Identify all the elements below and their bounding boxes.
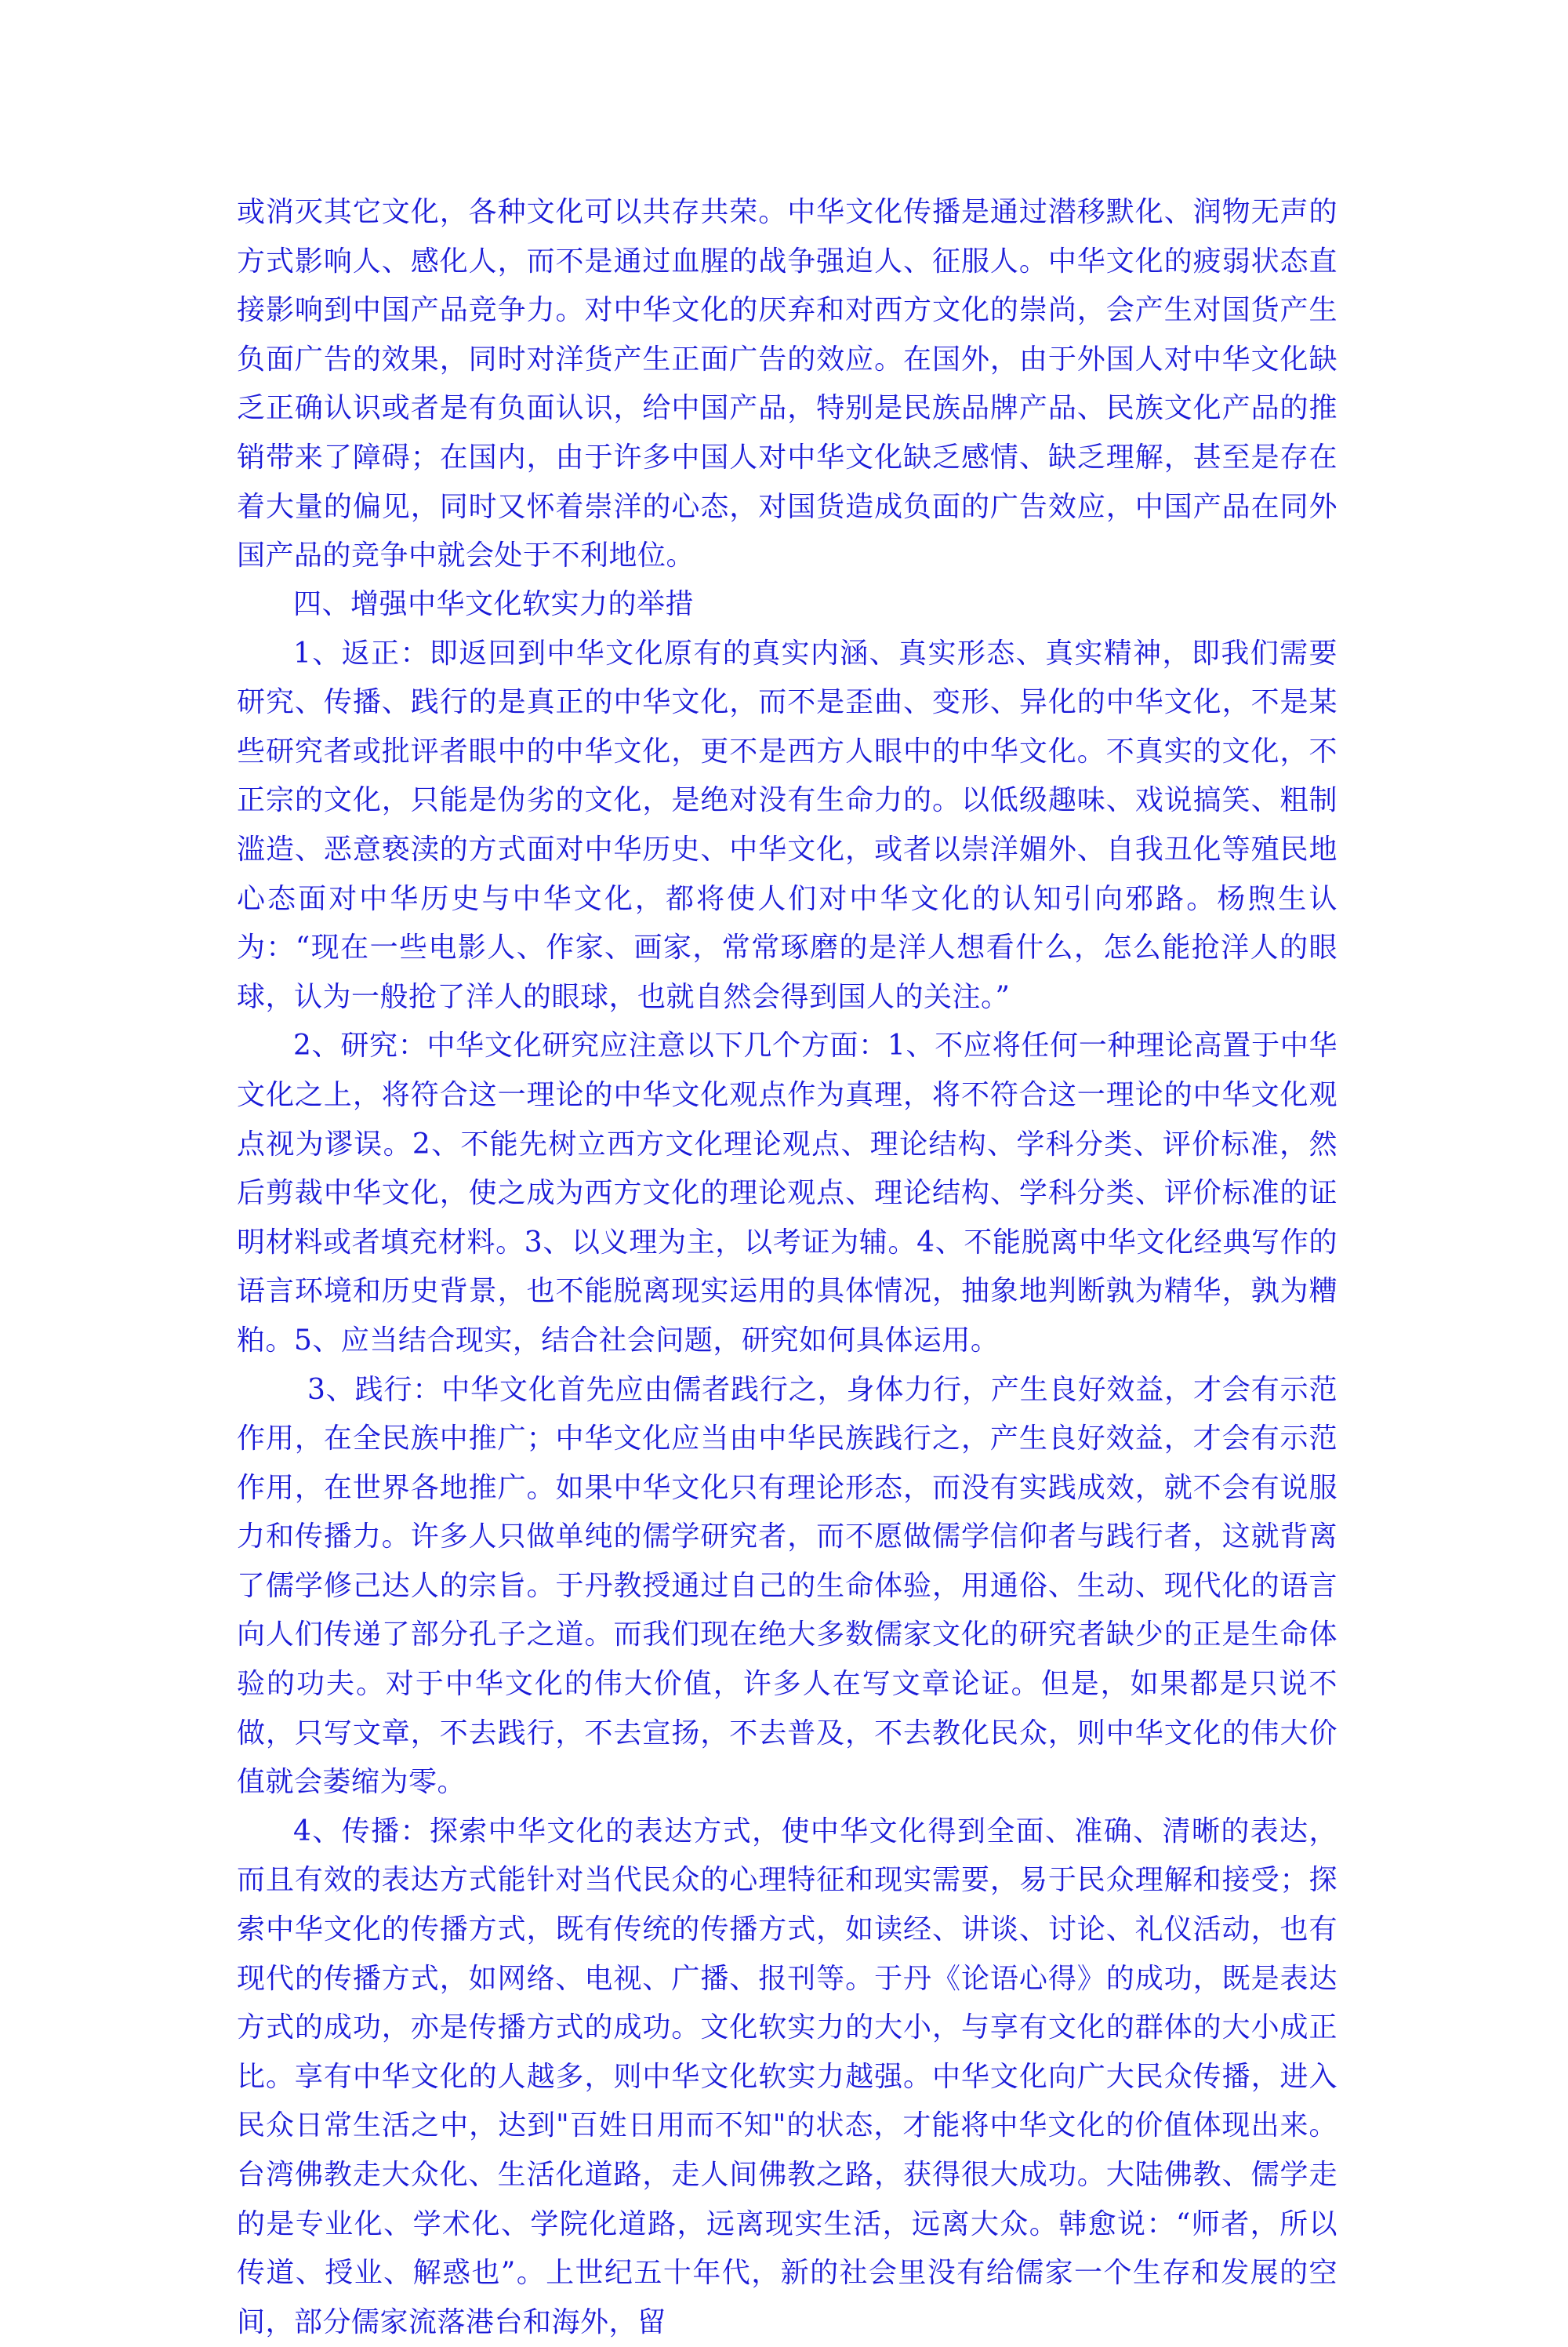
intro-paragraph: 或消灭其它文化，各种文化可以共存共荣。中华文化传播是通过潜移默化、润物无声的方式影响人、感化人，而不是通过血腥的战争强迫人、征服人。中华文化的疲弱状态直接影响到中国产品竞争力。对中华文化的厌弃和对西方文化的崇尚，会产生对国货产生负面广告的效果，同时对洋货产生正面广告的效应。在国外，由于外国人对中华文化缺乏正确认识或者是有负面认识，给中国产品，特别是民族品牌产品、民族文化产品的推销带来了障碍；在国内，由于许多中国人对中华文化缺乏感情、缺乏理解，甚至是存在着大量的偏见，同时又怀着崇洋的心态，对国货造成负面的广告效应，中国产品在同外国产品的竞争中就会处于不利地位。 xyxy=(237,196,1338,572)
item-4-paragraph: 4、传播：探索中华文化的表达方式，使中华文化得到全面、准确、清晰的表达，而且有效的表达方式能针对当代民众的心理特征和现实需要，易于民众理解和接受；探索中华文化的传播方式，既有传统的传播方式，如读经、讲谈、讨论、礼仪活动，也有现代的传播方式，如网络、电视、广播、报刊等。于丹《论语心得》的成功，既是表达方式的成功，亦是传播方式的成功。文化软实力的大小，与享有文化的群体的大小成正比。享有中华文化的人越多，则中华文化软实力越强。中华文化向广大民众传播，进入民众日常生活之中，达到"百姓日用而不知"的状态，才能将中华文化的价值体现出来。台湾佛教走大众化、生活化道路，走人间佛教之路，获得很大成功。大陆佛教、儒学走的是专业化、学术化、学院化道路，远离现实生活，远离大众。韩愈说：“师者，所以传道、授业、解惑也”。上世纪五十年代，新的社会里没有给儒家一个生存和发展的空间，部分儒家流落港台和海外，留 xyxy=(237,1815,1338,2338)
item-3-paragraph: 3、践行：中华文化首先应由儒者践行之，身体力行，产生良好效益，才会有示范作用，在全民族中推广；中华文化应当由中华民族践行之，产生良好效益，才会有示范作用，在世界各地推广。如果中华文化只有理论形态，而没有实践成效，就不会有说服力和传播力。许多人只做单纯的儒学研究者，而不愿做儒学信仰者与践行者，这就背离了儒学修己达人的宗旨。于丹教授通过自己的生命体验，用通俗、生动、现代化的语言向人们传递了部分孔子之道。而我们现在绝大多数儒家文化的研究者缺少的正是生命体验的功夫。对于中华文化的伟大价值，许多人在写文章论证。但是，如果都是只说不做，只写文章，不去践行，不去宣扬，不去普及，不去教化民众，则中华文化的伟大价值就会萎缩为零。 xyxy=(237,1373,1338,1799)
item-2-paragraph: 2、研究：中华文化研究应注意以下几个方面：1、不应将任何一种理论高置于中华文化之上，将符合这一理论的中华文化观点作为真理，将不符合这一理论的中华文化观点视为谬误。2、不能先树立西方文化理论观点、理论结构、学科分类、评价标准，然后剪裁中华文化，使之成为西方文化的理论观点、理论结构、学科分类、评价标准的证明材料或者填充材料。3、以义理为主，以考证为辅。4、不能脱离中华文化经典写作的语言环境和历史背景，也不能脱离现实运用的具体情况，抽象地判断孰为精华，孰为糟粕。5、应当结合现实，结合社会问题，研究如何具体运用。 xyxy=(237,1030,1338,1357)
intro-block xyxy=(237,188,1338,581)
section-block xyxy=(237,580,1338,2347)
item-1-paragraph: 1、返正：即返回到中华文化原有的真实内涵、真实形态、真实精神，即我们需要研究、传播、践行的是真正的中华文化，而不是歪曲、变形、异化的中华文化，不是某些研究者或批评者眼中的中华文化，更不是西方人眼中的中华文化。不真实的文化，不正宗的文化，只能是伪劣的文化，是绝对没有生命力的。以低级趣味、戏说搞笑、粗制滥造、恶意亵渎的方式面对中华历史、中华文化，或者以崇洋媚外、自我丑化等殖民地心态面对中华历史与中华文化，都将使人们对中华文化的认知引向邪路。杨煦生认为：“现在一些电影人、作家、画家，常常琢磨的是洋人想看什么，怎么能抢洋人的眼球，认为一般抢了洋人的眼球，也就自然会得到国人的关注。” xyxy=(237,637,1338,1013)
section-heading: 四、增强中华文化软实力的举措 xyxy=(293,588,695,620)
